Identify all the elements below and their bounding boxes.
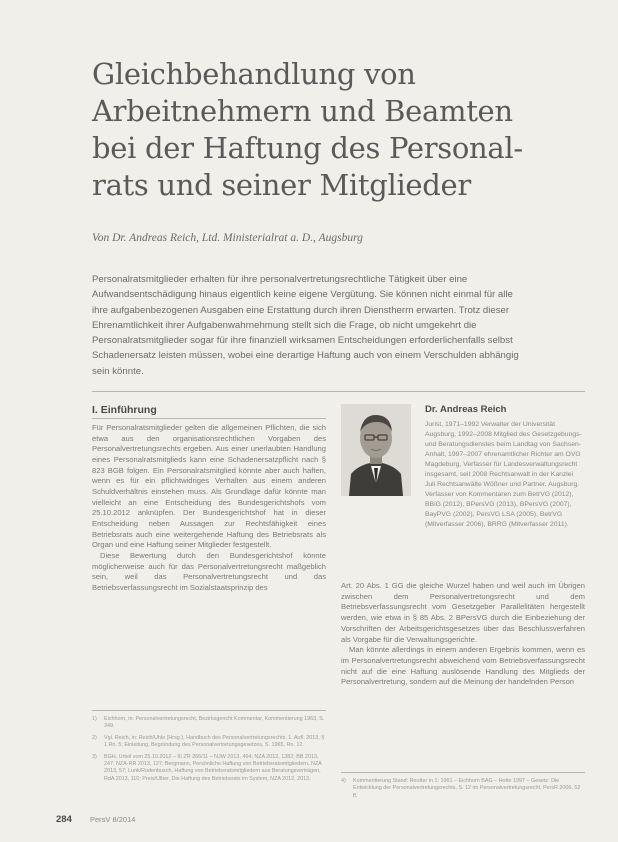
journal-issue: PersV 8/2014 [90, 815, 136, 824]
article-title: Gleichbehandlung von Arbeitnehmern und Beamten bei der Haftung des Personal-rats und seiner Mitglieder [92, 57, 523, 202]
divider [92, 391, 585, 392]
footnote-divider [92, 710, 326, 711]
abstract: Personalratsmitglieder erhalten für ihre personalvertretungsrechtliche Tätigkeit über eine Aufwandsentschädigung hinaus eigentlich keine eigene Vergütung. Sie können nicht einmal für alle ihre aufgabenbezogenen Ausgaben eine Erstattung durch ihren Dienstherrn erwarten. Trotz dieser Ehrenamtlichkeit ihrer Aufgabenwahrnehmung stellt sich die Frage, ob nicht umgekehrt die Personalratsmitglieder sogar für ihre finanziell wirksamen Entscheidungen erforderlichenfalls selbst Schadenersatz leisten müssen, wobei eine derartige Haftung auch von einem Verschulden abhängig sein könnte. [92, 274, 519, 377]
footnote-text: BGH, Urteil vom 25.10.2012 – III ZR 266/11 – NJW 2013, 464; NZA 2012, 1382; BB 2013, 247; NZA-RR 2013, 127; Bergmann, Persönliche Haftung von Betriebsratsmitgliedern, NZA 2013, 57; Lunk/Rodenbusch, Haftung von Betriebsratsmitgliedern aus Beratungsverträgen, RdA 2013, 110; Preis/Ulber, Die Haftung des Betriebsrats im System, NZA 2012, 2013. [104, 753, 322, 782]
footnote-text: Eichhorn, in: Personalvertretungsrecht, Bezirksgericht Kommentar, Kommentierung 1963, S. 349. [104, 716, 325, 730]
footnotes-left [92, 716, 326, 787]
footnote-number: 3) [92, 753, 97, 760]
footnote-number: 4) [341, 778, 346, 784]
author-portrait [341, 404, 411, 496]
footnote [92, 716, 326, 731]
footnote-text: Kommentierung Stand: Reutter in 1: 1961 – Eichhorn BAG – Hotte 1997 – Gesetz: Die Entwicklung der Personalvertretungsrechts, S. 12 im Personalvertretungsrecht, PersR 2006, 52 ff. [353, 778, 581, 799]
author-byline: Von Dr. Andreas Reich, Ltd. Ministerialrat a. D., Augsburg [92, 232, 363, 244]
body-right-column [341, 581, 585, 688]
paragraph: Man könnte allerdings in einem anderen Ergebnis kommen, wenn es im Personalvertretungsrecht abweichend vom Betriebsverfassungsrecht nicht auf die eine Haftung auslösende Handlung des Mitglieds der Personalvertretung, sondern auf die Meinung der handelnden Person [341, 645, 585, 687]
paragraph: Art. 20 Abs. 1 GG die gleiche Wurzel haben und weil auch im Übrigen zwischen dem Personalvertretungsrecht und dem Betriebsverfassungsrecht vom Gesetzgeber Parallelitäten hergestellt werden, wie etwa in § 85 Abs. 2 BPersVG durch die Einbeziehung der Vorschriften der Arbeitsgerichtsgesetzes über das Beschlussverfahren als Vorgabe für die Verwaltungsgerichte. [341, 581, 585, 644]
footnote [92, 754, 326, 784]
footnote-text: Vgl. Reich, in: Reich/Uhle (Hrsg.), Handbuch des Personalvertretungsrechts, 1. Aufl. 2013, § 1 Rn. 5; Einleitung, Begründung des Personalvertretungsgesetzes, S. 1965, Rn. 12. [104, 734, 325, 749]
footnote [92, 735, 326, 750]
paragraph: Für Personalratsmitglieder gelten die allgemeinen Pflichten, die sich etwa aus den organisationsrechtlichen Vorgaben des Personalvertretungsrechts ergeben. Aus einer unerlaubten Handlung eines Personalratsmitglieds kann eine Schadenersatzpflicht nach § 823 BGB folgen. Ein Personalratsmitglied könnte aber auch haften, wenn es für ein pflichtwidriges Verhalten aus einem anderen Schuldverhältnis einstehen muss. Als Grundlage dafür könnte man vielleicht an eine Entscheidung des Bundesgerichtshofs vom 25.10.2012 anknüpfen. Der Bundesgerichtshof hat in dieser Entscheidung neben Aussagen zur Rechtsfähigkeit eines Betriebsrats auch eine weitergehende Haftung des Betriebsrats als Organ und eine Haftung seiner Mitglieder festgestellt. [92, 423, 326, 550]
heading-underline [92, 418, 326, 419]
footnote-number: 2) [92, 734, 97, 741]
footnote-number: 1) [92, 716, 97, 722]
bio-name: Dr. Andreas Reich [425, 404, 507, 415]
section-heading: I. Einführung [92, 404, 157, 416]
body-left-column [92, 423, 326, 594]
bio-text: Jurist, 1971–1992 Verwalter der Universität Augsburg, 1992–2008 Mitglied des Gesetzgebungs- und Beratungsdienstes beim Landtag von Sachsen-Anhalt, 1997–2007 ehrenamtlicher Richter am OVG Magdeburg, Verfasser für Landesverwaltungsrecht insgesamt, seit 2008 Rechtsanwalt in der Kanzlei Juli Rechtsanwälte Wößner und Partner, Augsburg. Verfasser von Kommentaren zum BetrVG (2012), BBiG (2012), BPersVG (2013), BPersVG (2007), BayPVG (2002), PersVG LSA (2005), BetrVG (Mitverfasser 2006), BRRG (Mitverfasser 2011). [425, 421, 582, 528]
page-number: 284 [56, 814, 72, 825]
footnote [341, 778, 585, 800]
paragraph: Diese Bewertung durch den Bundesgerichtshof könnte möglicherweise auch für das Personalvertretungsrecht maßgeblich sein, weil das Personalvertretungsrecht und das Betriebsverfassungsrecht im Sozialstaatsprinzip des [92, 550, 326, 592]
footnote-divider [341, 772, 585, 773]
